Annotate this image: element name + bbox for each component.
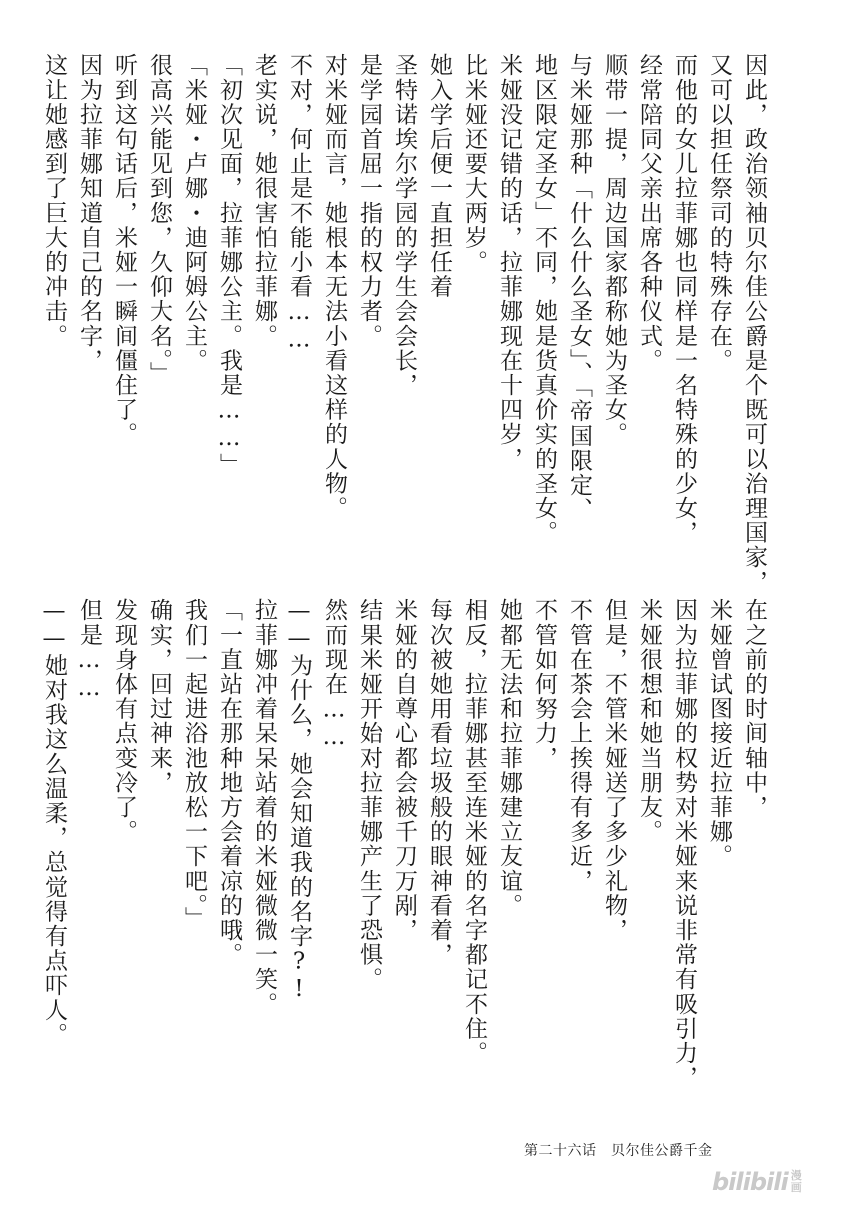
text-column: ——为什么，她会知道我的名字?! xyxy=(286,598,312,1004)
text-column: 然而现在…… xyxy=(321,598,347,752)
text-column: 「一直站在那种地方会着凉的哦。 xyxy=(216,598,242,967)
text-column: 因为拉菲娜的权势对米娅来说非常有吸引力， xyxy=(671,598,697,1090)
text-column: 我们一起进浴池放松一下吧。」 xyxy=(181,598,207,931)
text-column: 发现身体有点变冷了。 xyxy=(111,598,137,844)
text-column: 确实，回过神来， xyxy=(146,598,172,795)
text-column: 比米娅还要大两岁。 xyxy=(461,53,487,275)
bilibili-watermark xyxy=(712,1168,803,1196)
text-column: 顺带一提，周边国家都称她为圣女。 xyxy=(601,53,627,447)
text-column: 与米娅那种「什么什么圣女」、「帝国限定、 xyxy=(566,53,592,522)
text-column: 不管在茶会上挨得有多近， xyxy=(566,598,592,894)
upper-text-block xyxy=(36,53,771,594)
text-column: 地区限定圣女」不同，她是货真价实的圣女。 xyxy=(531,53,557,545)
chapter-footer: 第二十六话 贝尔佳公爵千金 xyxy=(524,1143,713,1159)
lower-text-block xyxy=(36,598,771,1090)
text-column: 经常陪同父亲出席各种仪式。 xyxy=(636,53,662,373)
text-column: 是学园首屈一指的权力者。 xyxy=(356,53,382,349)
text-column: 她入学后便一直担任着 xyxy=(426,53,452,299)
text-column: 不管如何努力， xyxy=(531,598,557,771)
text-column: 老实说，她很害怕拉菲娜。 xyxy=(251,53,277,349)
text-column: 听到这句话后，米娅一瞬间僵住了。 xyxy=(111,53,137,447)
text-column: 不对，何止是不能小看…… xyxy=(286,53,312,355)
manga-tag: 漫画 xyxy=(790,1169,802,1194)
text-column: 拉菲娜冲着呆呆站着的米娅微微一笑。 xyxy=(251,598,277,1017)
text-column: 又可以担任祭司的特殊存在。 xyxy=(706,53,732,373)
bilibili-logo-text: bilibili xyxy=(712,1168,788,1196)
text-column: 每次被她用看垃圾般的眼神看着， xyxy=(426,598,452,967)
text-column: ——她对我这么温柔，总觉得有点吓人。 xyxy=(41,598,67,1047)
text-column: 她都无法和拉菲娜建立友谊。 xyxy=(496,598,522,918)
text-column: 圣特诺埃尔学园的学生会会长， xyxy=(391,53,417,398)
text-column: 「初次见面，拉菲娜公主。我是……」 xyxy=(216,53,242,478)
text-column: 因此，政治领袖贝尔佳公爵是个既可以治理国家， xyxy=(741,53,767,595)
text-column: 结果米娅开始对拉菲娜产生了恐惧。 xyxy=(356,598,382,992)
text-column: 因为拉菲娜知道自己的名字， xyxy=(76,53,102,373)
text-column: 对米娅而言，她根本无法小看这样的人物。 xyxy=(321,53,347,521)
text-column: 在之前的时间轴中， xyxy=(741,598,767,820)
text-column: 很高兴能见到您，久仰大名。」 xyxy=(146,53,172,386)
text-column: 米娅曾试图接近拉菲娜。 xyxy=(706,598,732,869)
text-column: 「米娅・卢娜・迪阿姆公主。 xyxy=(181,53,207,373)
text-column: 米娅没记错的话，拉菲娜现在十四岁， xyxy=(496,53,522,472)
text-column: 相反，拉菲娜甚至连米娅的名字都记不住。 xyxy=(461,598,487,1066)
text-column: 但是…… xyxy=(76,598,102,703)
text-column: 而他的女儿拉菲娜也同样是一名特殊的少女， xyxy=(671,53,697,545)
text-column: 米娅很想和她当朋友。 xyxy=(636,598,662,844)
text-column: 这让她感到了巨大的冲击。 xyxy=(41,53,67,349)
text-column: 米娅的自尊心都会被千刀万剐， xyxy=(391,598,417,943)
text-column: 但是，不管米娅送了多少礼物， xyxy=(601,598,627,943)
